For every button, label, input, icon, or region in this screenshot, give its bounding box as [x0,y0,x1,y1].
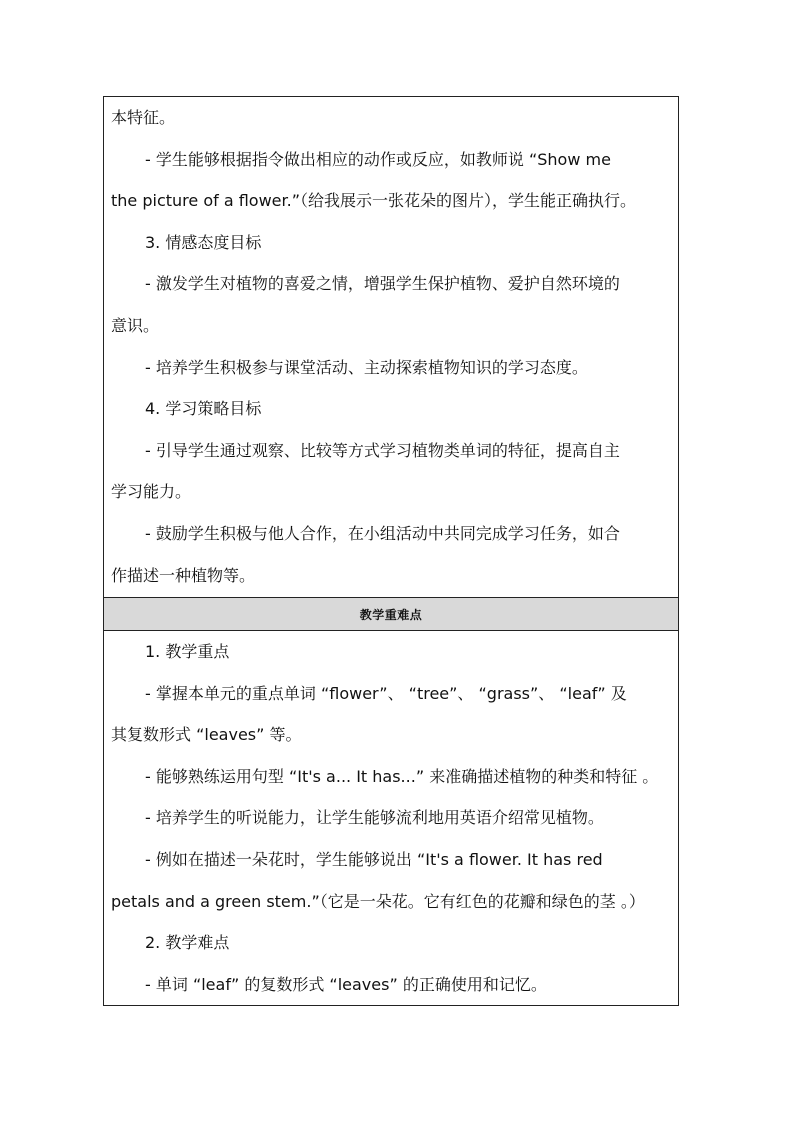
paragraph-line: - 培养学生积极参与课堂活动、主动探索植物知识的学习态度。 [145,357,588,377]
paragraph-line: the picture of a flower.”（给我展示一张花朵的图片），学生能正确执行。 [111,191,636,211]
objectives-cell [104,97,678,597]
paragraph-line: - 学生能够根据指令做出相应的动作或反应，如教师说 “Show me [145,149,611,169]
paragraph-line: 意识。 [111,315,160,335]
paragraph-line: - 掌握本单元的重点单词 “flower”、 “tree”、 “grass”、 “leaf” 及 [145,683,627,703]
document-table [103,96,679,1006]
paragraph-line: - 培养学生的听说能力，让学生能够流利地用英语介绍常见植物。 [145,808,604,828]
paragraph-line: - 激发学生对植物的喜爱之情，增强学生保护植物、爱护自然环境的 [145,274,620,294]
paragraph-line: petals and a green stem.”（它是一朵花。它有红色的花瓣和绿色的茎 。） [111,891,645,911]
paragraph-line: - 单词 “leaf” 的复数形式 “leaves” 的正确使用和记忆。 [145,974,547,994]
paragraph-line: - 鼓励学生积极与他人合作，在小组活动中共同完成学习任务，如合 [145,523,620,543]
key-difficult-points-cell [104,631,678,1005]
header-title: 教学重难点 [359,607,423,622]
paragraph-line: 作描述一种植物等。 [111,565,256,585]
paragraph-line: 其复数形式 “leaves” 等。 [111,725,302,745]
paragraph-line: 本特征。 [111,108,176,127]
paragraph-line: 3. 情感态度目标 [145,232,262,252]
paragraph-line: 2. 教学难点 [145,933,230,953]
paragraph-line: 1. 教学重点 [145,642,230,661]
paragraph-line: 学习能力。 [111,482,192,502]
key-difficult-points-header [104,597,678,631]
paragraph-line: - 引导学生通过观察、比较等方式学习植物类单词的特征，提高自主 [145,440,620,460]
paragraph-line: - 能够熟练运用句型 “It's a... It has...” 来准确描述植物的种类和特征 。 [145,766,659,786]
paragraph-line: - 例如在描述一朵花时，学生能够说出 “It's a flower. It has red [145,849,603,869]
paragraph-line: 4. 学习策略目标 [145,399,262,419]
